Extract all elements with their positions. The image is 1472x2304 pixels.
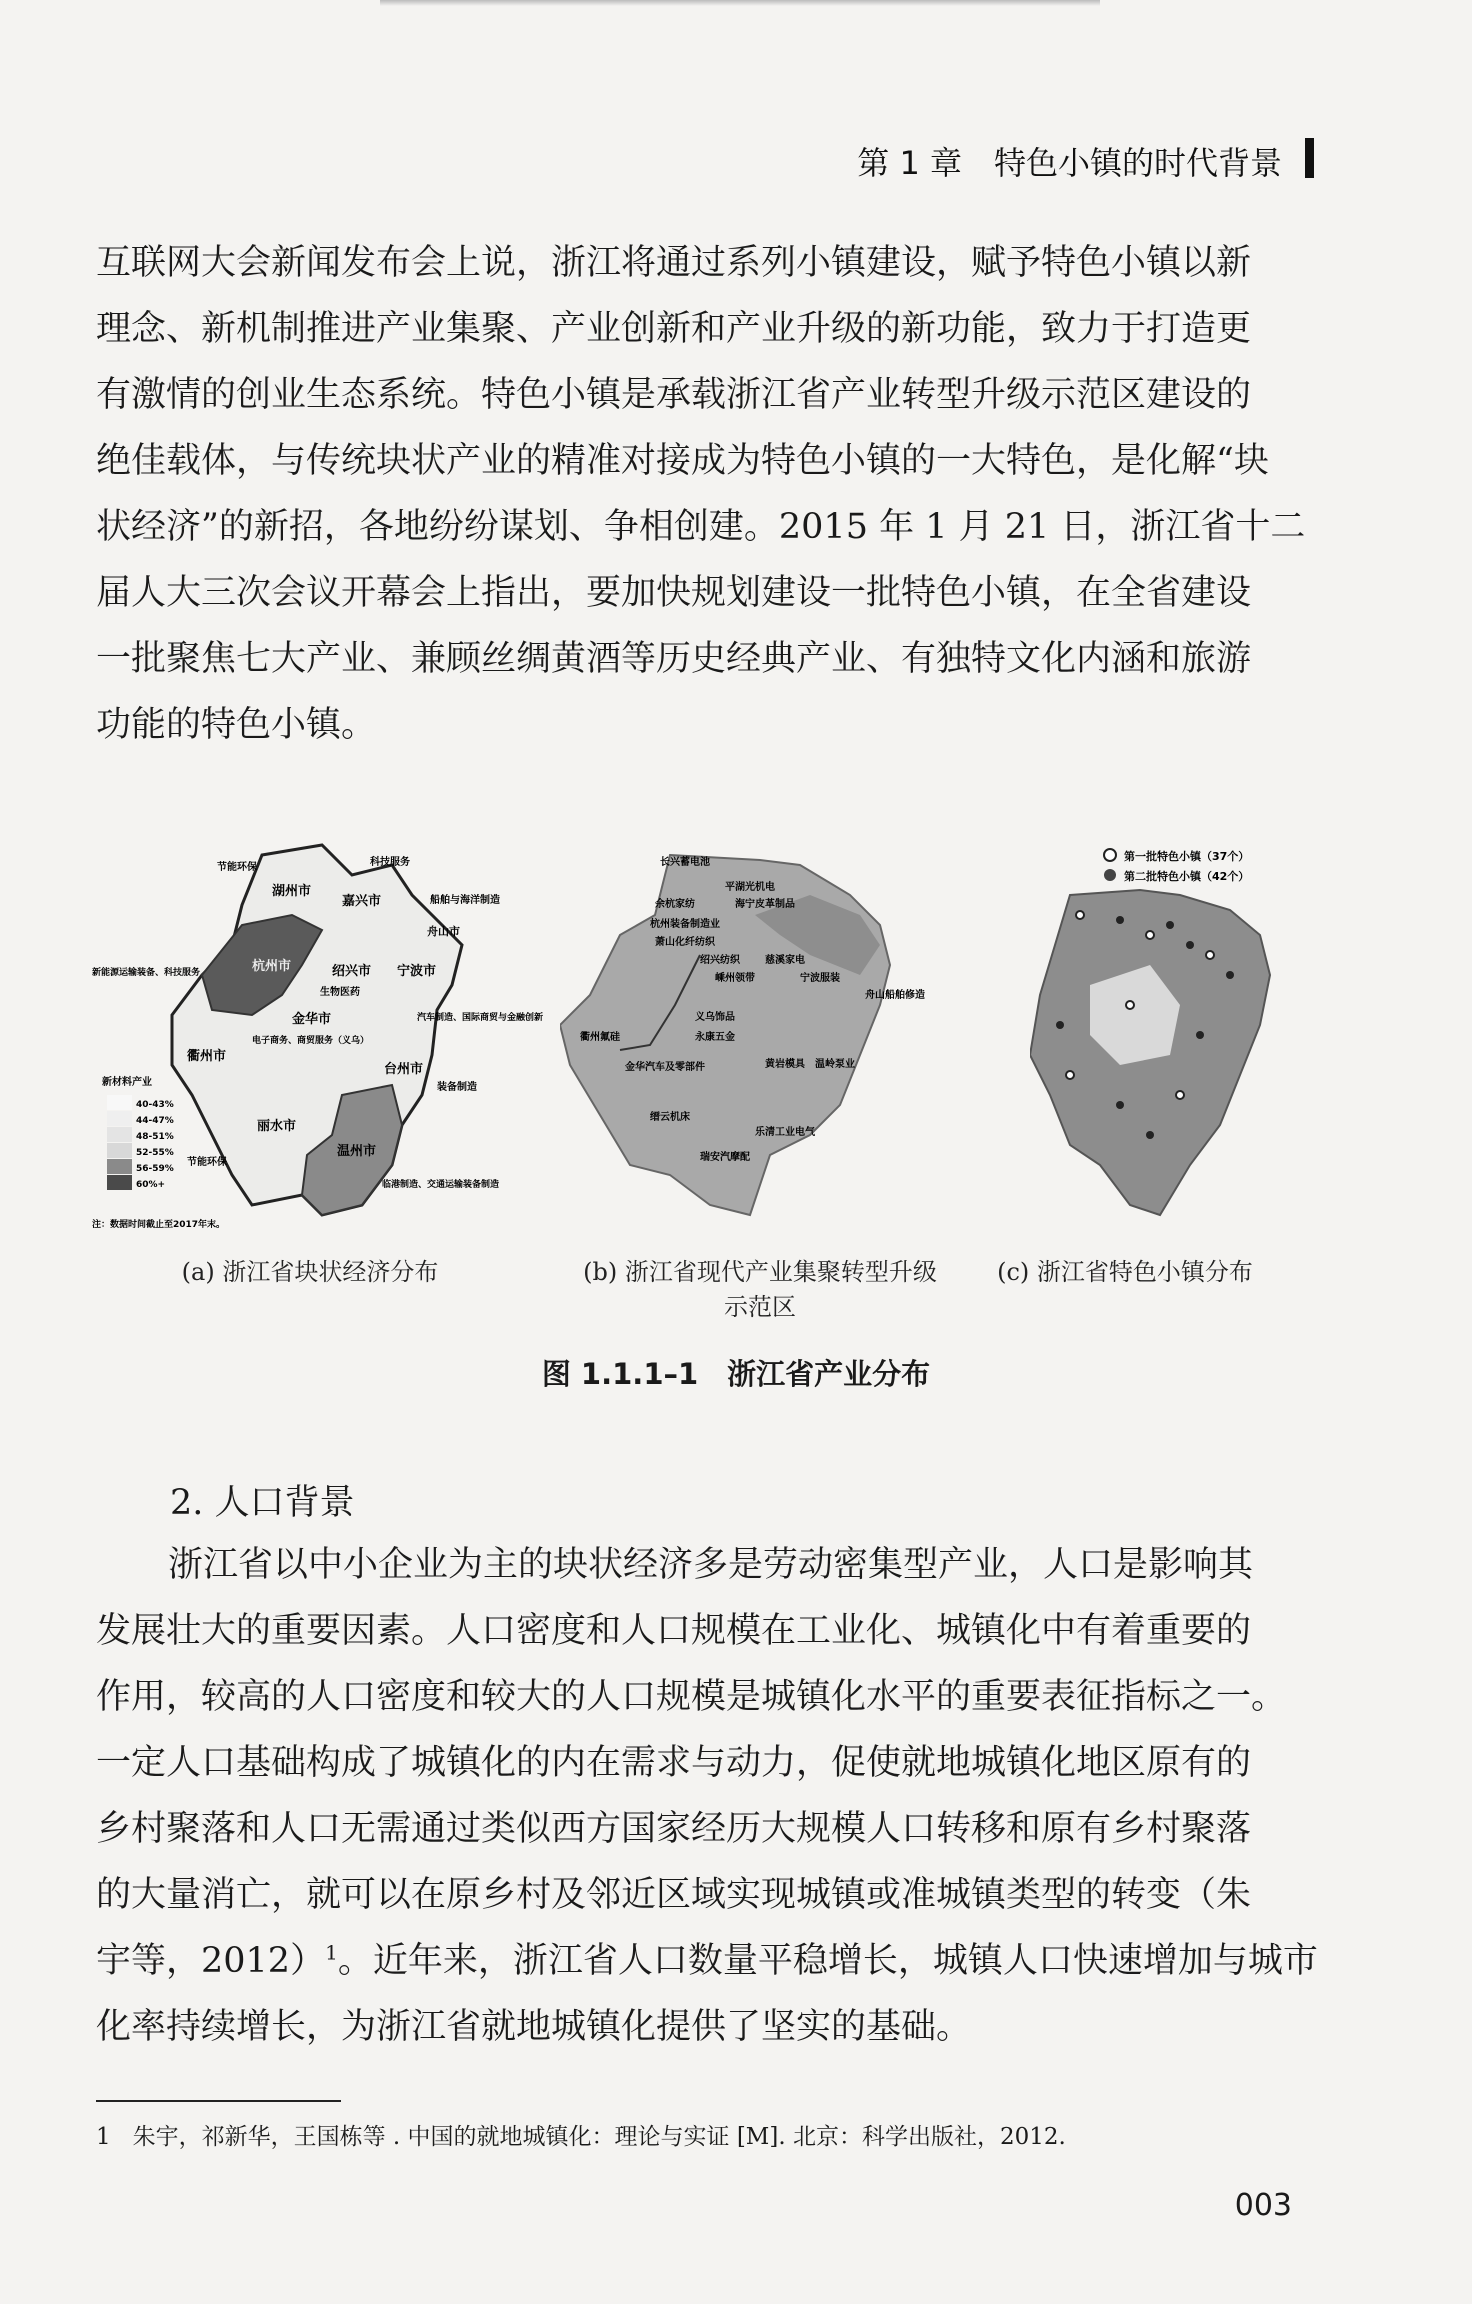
- text-line: 一定人口基础构成了城镇化的内在需求与动力，促使就地城镇化地区原有的: [96, 1743, 1252, 1783]
- svg-text:温岭泵业: 温岭泵业: [815, 1059, 855, 1070]
- industry-label: 节能环保: [217, 862, 257, 873]
- svg-text:衢州氟硅: 衢州氟硅: [580, 1032, 620, 1043]
- text-line: 届人大三次会议开幕会上指出，要加快规划建设一批特色小镇，在全省建设: [96, 573, 1252, 613]
- text-line: 作用，较高的人口密度和较大的人口规模是城镇化水平的重要表征指标之一。: [96, 1677, 1287, 1717]
- caption-line: (b) 浙江省现代产业集聚转型升级: [583, 1258, 937, 1286]
- industry-label: 生物医药: [320, 987, 360, 998]
- svg-text:舟山船舶修造: 舟山船舶修造: [865, 990, 925, 1001]
- svg-text:平湖光机电: 平湖光机电: [725, 882, 775, 893]
- city-label: 湖州市: [272, 884, 312, 899]
- header-bar: [1305, 138, 1314, 178]
- svg-text:慈溪家电: 慈溪家电: [765, 955, 805, 966]
- figure-c-caption: (c) 浙江省特色小镇分布: [997, 1258, 1253, 1286]
- text-line: 一批聚焦七大产业、兼顾丝绸黄酒等历史经典产业、有独特文化内涵和旅游: [96, 639, 1252, 679]
- industry-label: 船舶与海洋制造: [430, 895, 500, 906]
- figure-a-map: [92, 835, 552, 1235]
- text-line: 绝佳载体，与传统块状产业的精准对接成为特色小镇的一大特色，是化解“块: [96, 441, 1269, 481]
- legend-label: 60%+: [136, 1180, 166, 1190]
- industry-label: 汽车制造、国际商贸与金融创新: [417, 1013, 544, 1023]
- running-header: 第 1 章 特色小镇的时代背景: [857, 144, 1282, 182]
- legend-label: 44-47%: [136, 1116, 174, 1126]
- text-line: 化率持续增长，为浙江省就地城镇化提供了坚实的基础。: [96, 2007, 972, 2047]
- text-span: 宇等，2012）: [96, 1941, 326, 1981]
- footnote: [96, 2118, 1066, 2151]
- footnote-number: 1: [96, 2124, 111, 2150]
- text-line: 状经济”的新招，各地纷纷谋划、争相创建。2015 年 1 月 21 日，浙江省十二: [96, 507, 1306, 547]
- map-a-note: 注：数据时间截止至2017年末。: [92, 1220, 226, 1230]
- text-line: 功能的特色小镇。: [96, 705, 377, 745]
- city-label: 绍兴市: [332, 964, 372, 979]
- paragraph-1: [96, 230, 1396, 758]
- section-heading: 2. 人口背景: [170, 1483, 355, 1523]
- legend-label: 40-43%: [136, 1100, 174, 1110]
- svg-text:宁波服装: 宁波服装: [800, 973, 840, 984]
- svg-text:绍兴纺织: 绍兴纺织: [700, 955, 740, 966]
- city-label: 台州市: [384, 1062, 424, 1077]
- text-span: 。近年来，浙江省人口数量平稳增长，城镇人口快速增加与城市: [337, 1941, 1318, 1981]
- industry-label: 装备制造: [437, 1082, 477, 1093]
- page-number: 003: [1234, 2188, 1292, 2223]
- industry-label: 临港制造、交通运输装备制造: [382, 1180, 500, 1190]
- footnote-ref[interactable]: 1: [325, 1940, 338, 1965]
- svg-text:余杭家纺: 余杭家纺: [655, 899, 695, 910]
- figure-b-caption: [560, 1252, 960, 1322]
- legend-label: 第一批特色小镇（37个）: [1124, 850, 1250, 863]
- figure-title: 图 1.1.1–1 浙江省产业分布: [541, 1357, 931, 1391]
- svg-text:萧山化纤纺织: 萧山化纤纺织: [655, 937, 715, 948]
- svg-text:瑞安汽摩配: 瑞安汽摩配: [700, 1152, 750, 1163]
- paragraph-2: [96, 1532, 1396, 2060]
- industry-label: 电子商务、商贸服务（义乌）: [252, 1036, 370, 1046]
- svg-text:嵊州领带: 嵊州领带: [715, 973, 755, 984]
- legend-label: 52-55%: [136, 1148, 174, 1158]
- svg-text:乐清工业电气: 乐清工业电气: [755, 1127, 815, 1138]
- page-top-edge: [380, 0, 1100, 6]
- figure-a-caption: (a) 浙江省块状经济分布: [181, 1258, 439, 1286]
- text-line: 的大量消亡，就可以在原乡村及邻近区域实现城镇或准城镇类型的转变（朱: [96, 1875, 1252, 1915]
- text-line: 互联网大会新闻发布会上说，浙江将通过系列小镇建设，赋予特色小镇以新: [96, 243, 1252, 283]
- industry-label: 科技服务: [370, 857, 410, 868]
- text-line: [96, 1928, 1396, 1994]
- figure-b-map: [560, 835, 1020, 1235]
- svg-text:海宁皮革制品: 海宁皮革制品: [735, 899, 795, 910]
- text-line: 浙江省以中小企业为主的块状经济多是劳动密集型产业，人口是影响其: [168, 1545, 1254, 1585]
- text-line: 有激情的创业生态系统。特色小镇是承载浙江省产业转型升级示范区建设的: [96, 375, 1252, 415]
- text-line: 发展壮大的重要因素。人口密度和人口规模在工业化、城镇化中有着重要的: [96, 1611, 1252, 1651]
- caption-line: 示范区: [724, 1293, 796, 1321]
- city-label: 舟山市: [427, 925, 460, 938]
- city-label: 杭州市: [252, 959, 292, 974]
- city-label: 嘉兴市: [342, 894, 382, 909]
- map-a-legend: [107, 1095, 174, 1190]
- svg-text:长兴蓄电池: 长兴蓄电池: [660, 857, 710, 868]
- svg-text:黄岩模具: 黄岩模具: [765, 1059, 805, 1070]
- legend-label: 56-59%: [136, 1164, 174, 1174]
- footnote-text: 朱宇，祁新华，王国栋等 . 中国的就地城镇化：理论与实证 [M]. 北京：科学出版社，2012.: [132, 2124, 1066, 2150]
- svg-text:缙云机床: 缙云机床: [650, 1112, 690, 1123]
- city-label: 丽水市: [257, 1119, 297, 1134]
- svg-text:永康五金: 永康五金: [695, 1032, 735, 1043]
- svg-text:金华汽车及零部件: 金华汽车及零部件: [625, 1062, 705, 1073]
- text-line: 乡村聚落和人口无需通过类似西方国家经历大规模人口转移和原有乡村聚落: [96, 1809, 1252, 1849]
- legend-label: 第二批特色小镇（42个）: [1124, 870, 1250, 883]
- text-line: 理念、新机制推进产业集聚、产业创新和产业升级的新功能，致力于打造更: [96, 309, 1252, 349]
- city-label: 衢州市: [187, 1049, 227, 1064]
- industry-label: 节能环保: [187, 1157, 227, 1168]
- footnote-divider: [96, 2100, 341, 2102]
- figure-c-map: [1030, 835, 1390, 1235]
- industry-label: 新能源运输装备、科技服务: [92, 968, 201, 978]
- city-label: 宁波市: [397, 964, 437, 979]
- city-label: 温州市: [337, 1144, 377, 1159]
- svg-text:杭州装备制造业: 杭州装备制造业: [650, 919, 720, 930]
- city-label: 金华市: [292, 1012, 332, 1027]
- industry-label: 新材料产业: [102, 1077, 152, 1088]
- legend-label: 48-51%: [136, 1132, 174, 1142]
- svg-text:义乌饰品: 义乌饰品: [695, 1012, 735, 1023]
